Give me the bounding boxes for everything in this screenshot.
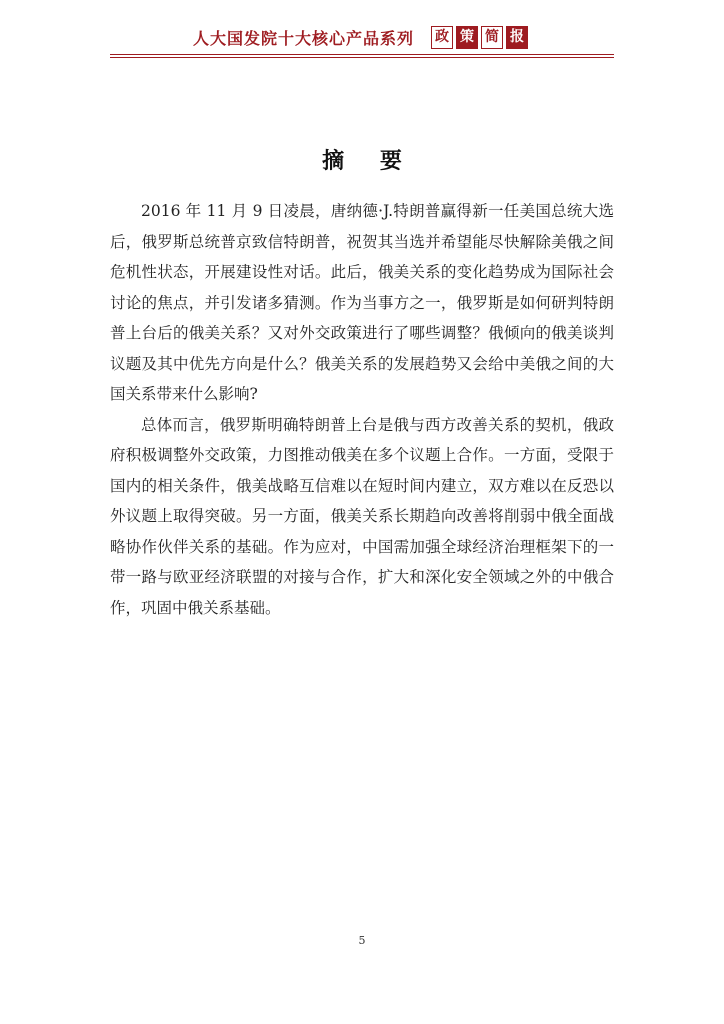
tag-ce: 策 (456, 26, 478, 49)
abstract-paragraph-2: 总体而言，俄罗斯明确特朗普上台是俄与西方改善关系的契机，俄政府积极调整外交政策，力图推动俄美在多个议题上合作。一方面，受限于国内的相关条件，俄美战略互信难以在短时间内建立，双方难以在反恐以外议题上取得突破。另一方面，俄美关系长期趋向改善将削弱中俄全面战略协作伙伴关系的基础。作为应对，中国需加强全球经济治理框架下的一带一路与欧亚经济联盟的对接与合作，扩大和深化安全领域之外的中俄合作，巩固中俄关系基础。 (110, 415, 614, 617)
policy-brief-tags (431, 26, 531, 49)
abstract-paragraph-1: 2016 年 11 月 9 日凌晨，唐纳德·J.特朗普赢得新一任美国总统大选后，俄罗斯总统普京致信特朗普，祝贺其当选并希望能尽快解除美俄之间危机性状态，开展建设性对话。此后，俄美关系的变化趋势成为国际社会讨论的焦点，并引发诸多猜测。作为当事方之一，俄罗斯是如何研判特朗普上台后的俄美关系？又对外交政策进行了哪些调整？俄倾向的俄美谈判议题及其中优先方向是什么？俄美关系的发展趋势又会给中美俄之间的大国关系带来什么影响? (110, 202, 614, 403)
header-divider-bottom (110, 57, 614, 58)
page-number: 5 (358, 934, 366, 947)
tag-zheng: 政 (431, 26, 453, 49)
series-title: 人大国发院十大核心产品系列 (192, 29, 414, 48)
header-divider-top (110, 54, 614, 55)
abstract-body (110, 196, 614, 623)
tag-bao: 报 (506, 26, 528, 49)
tag-jian: 简 (481, 26, 503, 49)
page-header (0, 26, 724, 49)
abstract-heading: 摘 要 (322, 148, 416, 174)
